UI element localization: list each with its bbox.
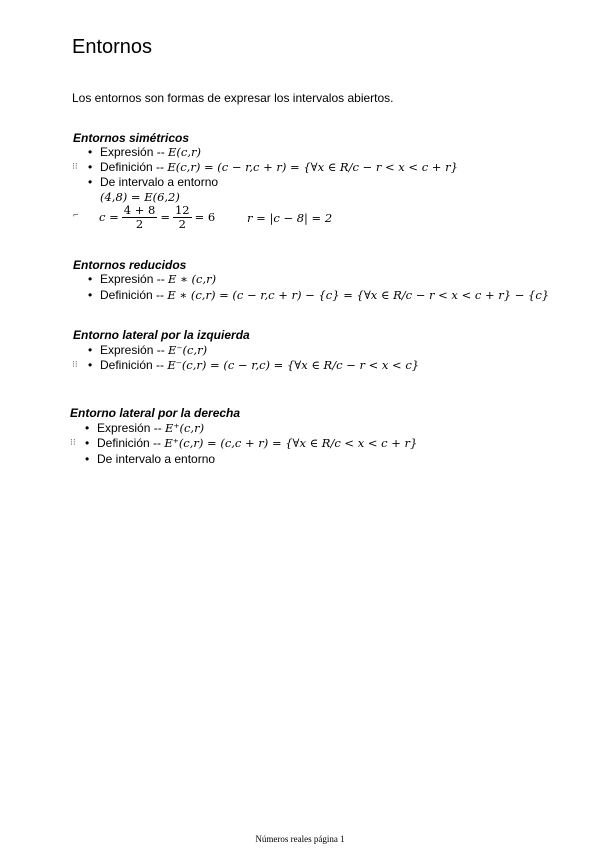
fraction-two-denominator: 2 [178,216,186,231]
heading-entorno-lateral-izquierda: Entorno lateral por la izquierda [73,328,250,342]
fraction-one-numerator: 4 + 8 [123,202,156,217]
heading-entornos-simetricos: Entornos simétricos [73,131,190,145]
intro-text: Los entornos son formas de expresar los intervalos abiertos. [72,91,394,105]
expresion-math: E(c,r) [168,145,201,159]
expresion-label: Expresión -- [100,145,169,159]
page-title: Entornos [72,36,153,58]
collapse-icon[interactable]: ⁝⁝ [72,360,78,370]
list-item: • Definición -- E⁺(c,r) = (c,c + r) = {∀x ∈ R/c < x < c + r} [85,436,418,450]
conversion-label: De intervalo a entorno [100,175,219,189]
expresion-math: E ∗ (c,r) [168,272,217,286]
equals-sign: = [160,210,170,224]
list-item: • Definición -- E⁻(c,r) = (c − r,c) = {∀x ∈ R/c − r < x < c} [88,358,420,372]
expresion-math: E⁺(c,r) [165,421,205,435]
heading-entornos-reducidos: Entornos reducidos [73,258,187,272]
collapse-icon[interactable]: ⁝⁝ [70,438,76,448]
expresion-label: Expresión -- [100,343,169,357]
r-equation: r = |c − 8| = 2 [247,211,333,225]
list-item: • De intervalo a entorno [88,175,219,189]
definicion-math: E⁻(c,r) = (c − r,c) = {∀x ∈ R/c − r < x < c} [167,358,420,372]
definicion-math: E(c,r) = (c − r,c + r) = {∀x ∈ R/c − r < x < c + r} [167,160,458,174]
page-footer: Números reales página 1 [255,834,345,844]
list-item: • Expresión -- E(c,r) [88,145,201,159]
example-equation: (4,8) = E(6,2) [100,190,180,204]
list-item: • Definición -- E(c,r) = (c − r,c + r) = {∀x ∈ R/c − r < x < c + r} [88,160,458,174]
fraction-one-denominator: 2 [135,216,144,231]
definicion-label: Definición -- [100,358,168,372]
heading-entorno-lateral-derecha: Entorno lateral por la derecha [70,406,241,420]
definicion-label: Definición -- [100,160,168,174]
conversion-label: De intervalo a entorno [97,452,216,466]
fraction-two [173,204,192,231]
definicion-math: E⁺(c,r) = (c,c + r) = {∀x ∈ R/c < x < c + r} [164,436,418,450]
list-item: • Definición -- E ∗ (c,r) = (c − r,c + r) − {c} = {∀x ∈ R/c − r < x < c + r} − {c} [88,288,550,302]
definicion-label: Definición -- [97,436,165,450]
expresion-label: Expresión -- [100,272,169,286]
c-result: = 6 [194,210,216,224]
c-lhs: c = [99,210,119,224]
expresion-label: Expresión -- [97,421,166,435]
list-item: • Expresión -- E⁻(c,r) [88,343,208,357]
definicion-math: E ∗ (c,r) = (c − r,c + r) − {c} = {∀x ∈ R/c − r < x < c + r} − {c} [167,288,550,302]
expresion-math: E⁻(c,r) [168,343,208,357]
fraction-one [122,204,158,231]
list-item: • Expresión -- E ∗ (c,r) [88,272,217,286]
list-item: • De intervalo a entorno [85,452,216,466]
comment-icon[interactable]: ⌐ [73,211,79,221]
collapse-icon[interactable]: ⁝⁝ [72,162,78,172]
definicion-label: Definición -- [100,288,168,302]
c-calculation [99,202,215,232]
list-item: • Expresión -- E⁺(c,r) [85,421,205,435]
fraction-two-numerator: 12 [174,202,190,217]
